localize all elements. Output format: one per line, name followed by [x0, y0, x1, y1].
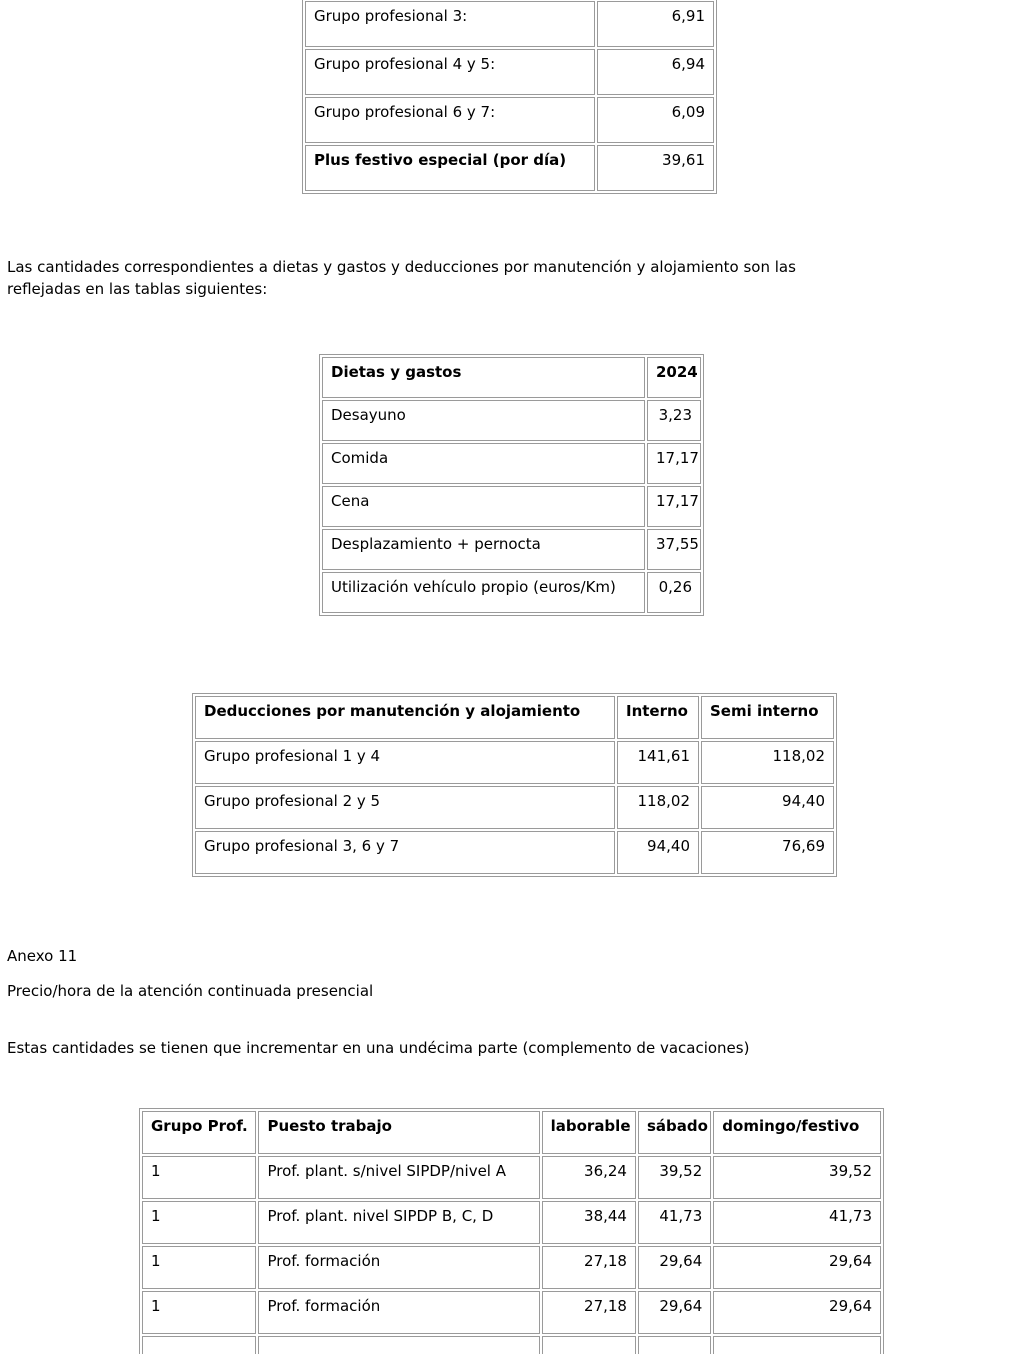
cell-value: 37,55 — [647, 529, 701, 570]
header-cell-puesto: Puesto trabajo — [258, 1111, 539, 1154]
vacaciones-note: Estas cantidades se tienen que incrementar en una undécima parte (complemento de vacaciones) — [7, 1039, 750, 1057]
cell-label: Grupo profesional 1 y 4 — [195, 741, 615, 784]
cell-laborable: 38,44 — [542, 1201, 636, 1244]
anexo-subtitle: Precio/hora de la atención continuada presencial — [7, 982, 374, 1000]
table-row — [305, 1, 714, 47]
table-row — [305, 145, 714, 191]
cell-label: Grupo profesional 3: — [305, 1, 595, 47]
cell-label: Utilización vehículo propio (euros/Km) — [322, 572, 645, 613]
table-row — [305, 49, 714, 95]
cell-label: Grupo profesional 3, 6 y 7 — [195, 831, 615, 874]
cell-interno-value: 94,40 — [617, 831, 699, 874]
paragraph-line: Las cantidades correspondientes a dietas y gastos y deducciones por manutención y alojamiento son las — [7, 258, 796, 276]
table-row — [322, 486, 701, 527]
deducciones-table — [192, 693, 837, 877]
cell-value: 6,94 — [597, 49, 714, 95]
cell-label: Comida — [322, 443, 645, 484]
table-row — [142, 1291, 881, 1334]
anexo-title: Anexo 11 — [7, 947, 78, 965]
cell-domingo — [713, 1336, 881, 1354]
header-cell-year: 2024 — [647, 357, 701, 398]
cell-label: Cena — [322, 486, 645, 527]
dietas-gastos-table — [319, 354, 704, 616]
cell-label: Grupo profesional 6 y 7: — [305, 97, 595, 143]
cell-domingo: 41,73 — [713, 1201, 881, 1244]
header-cell-domingo: domingo/festivo — [713, 1111, 881, 1154]
cell-grupo: 1 — [142, 1246, 256, 1289]
precio-hora-table — [139, 1108, 884, 1354]
cell-laborable: 27,18 — [542, 1291, 636, 1334]
table-row — [195, 741, 834, 784]
cell-puesto: Prof. plant. s/nivel SIPDP/nivel A — [258, 1156, 539, 1199]
cell-interno-value: 141,61 — [617, 741, 699, 784]
cell-grupo — [142, 1336, 256, 1354]
cell-puesto: Prof. plant. nivel SIPDP B, C, D — [258, 1201, 539, 1244]
cell-domingo: 39,52 — [713, 1156, 881, 1199]
cell-label: Grupo profesional 2 y 5 — [195, 786, 615, 829]
cell-domingo: 29,64 — [713, 1291, 881, 1334]
header-cell-semi-interno: Semi interno — [701, 696, 834, 739]
cell-label: Grupo profesional 4 y 5: — [305, 49, 595, 95]
cell-semi-interno-value: 118,02 — [701, 741, 834, 784]
cell-laborable: 36,24 — [542, 1156, 636, 1199]
cell-laborable: 27,18 — [542, 1246, 636, 1289]
cell-puesto — [258, 1336, 539, 1354]
table-row — [142, 1156, 881, 1199]
cell-sabado: 39,52 — [638, 1156, 711, 1199]
table-row — [305, 97, 714, 143]
cell-sabado — [638, 1336, 711, 1354]
header-cell-laborable: laborable — [542, 1111, 636, 1154]
cell-value: 0,26 — [647, 572, 701, 613]
table-row — [322, 572, 701, 613]
cell-sabado: 29,64 — [638, 1246, 711, 1289]
cell-value: 39,61 — [597, 145, 714, 191]
header-cell-deducciones: Deducciones por manutención y alojamiento — [195, 696, 615, 739]
table-row — [142, 1246, 881, 1289]
cell-label: Plus festivo especial (por día) — [305, 145, 595, 191]
header-cell-dietas: Dietas y gastos — [322, 357, 645, 398]
table-row — [142, 1201, 881, 1244]
cell-value: 17,17 — [647, 486, 701, 527]
cell-puesto: Prof. formación — [258, 1291, 539, 1334]
cell-puesto: Prof. formación — [258, 1246, 539, 1289]
cell-semi-interno-value: 94,40 — [701, 786, 834, 829]
intro-paragraph — [7, 256, 796, 300]
cell-interno-value: 118,02 — [617, 786, 699, 829]
cell-laborable — [542, 1336, 636, 1354]
table-row — [322, 443, 701, 484]
cell-sabado: 29,64 — [638, 1291, 711, 1334]
table-row — [195, 786, 834, 829]
header-cell-grupo: Grupo Prof. — [142, 1111, 256, 1154]
table-row — [142, 1336, 881, 1354]
cell-grupo: 1 — [142, 1201, 256, 1244]
cell-value: 6,91 — [597, 1, 714, 47]
cell-semi-interno-value: 76,69 — [701, 831, 834, 874]
cell-label: Desplazamiento + pernocta — [322, 529, 645, 570]
table-row — [195, 831, 834, 874]
cell-value: 3,23 — [647, 400, 701, 441]
cell-label: Desayuno — [322, 400, 645, 441]
cell-value: 17,17 — [647, 443, 701, 484]
table-header-row — [142, 1111, 881, 1154]
header-cell-sabado: sábado — [638, 1111, 711, 1154]
header-cell-interno: Interno — [617, 696, 699, 739]
table-header-row — [195, 696, 834, 739]
cell-grupo: 1 — [142, 1156, 256, 1199]
cell-domingo: 29,64 — [713, 1246, 881, 1289]
paragraph-line: reflejadas en las tablas siguientes: — [7, 280, 268, 298]
table-row — [322, 400, 701, 441]
cell-sabado: 41,73 — [638, 1201, 711, 1244]
cell-value: 6,09 — [597, 97, 714, 143]
table-row — [322, 529, 701, 570]
plus-festivo-table — [302, 0, 717, 194]
cell-grupo: 1 — [142, 1291, 256, 1334]
table-header-row — [322, 357, 701, 398]
